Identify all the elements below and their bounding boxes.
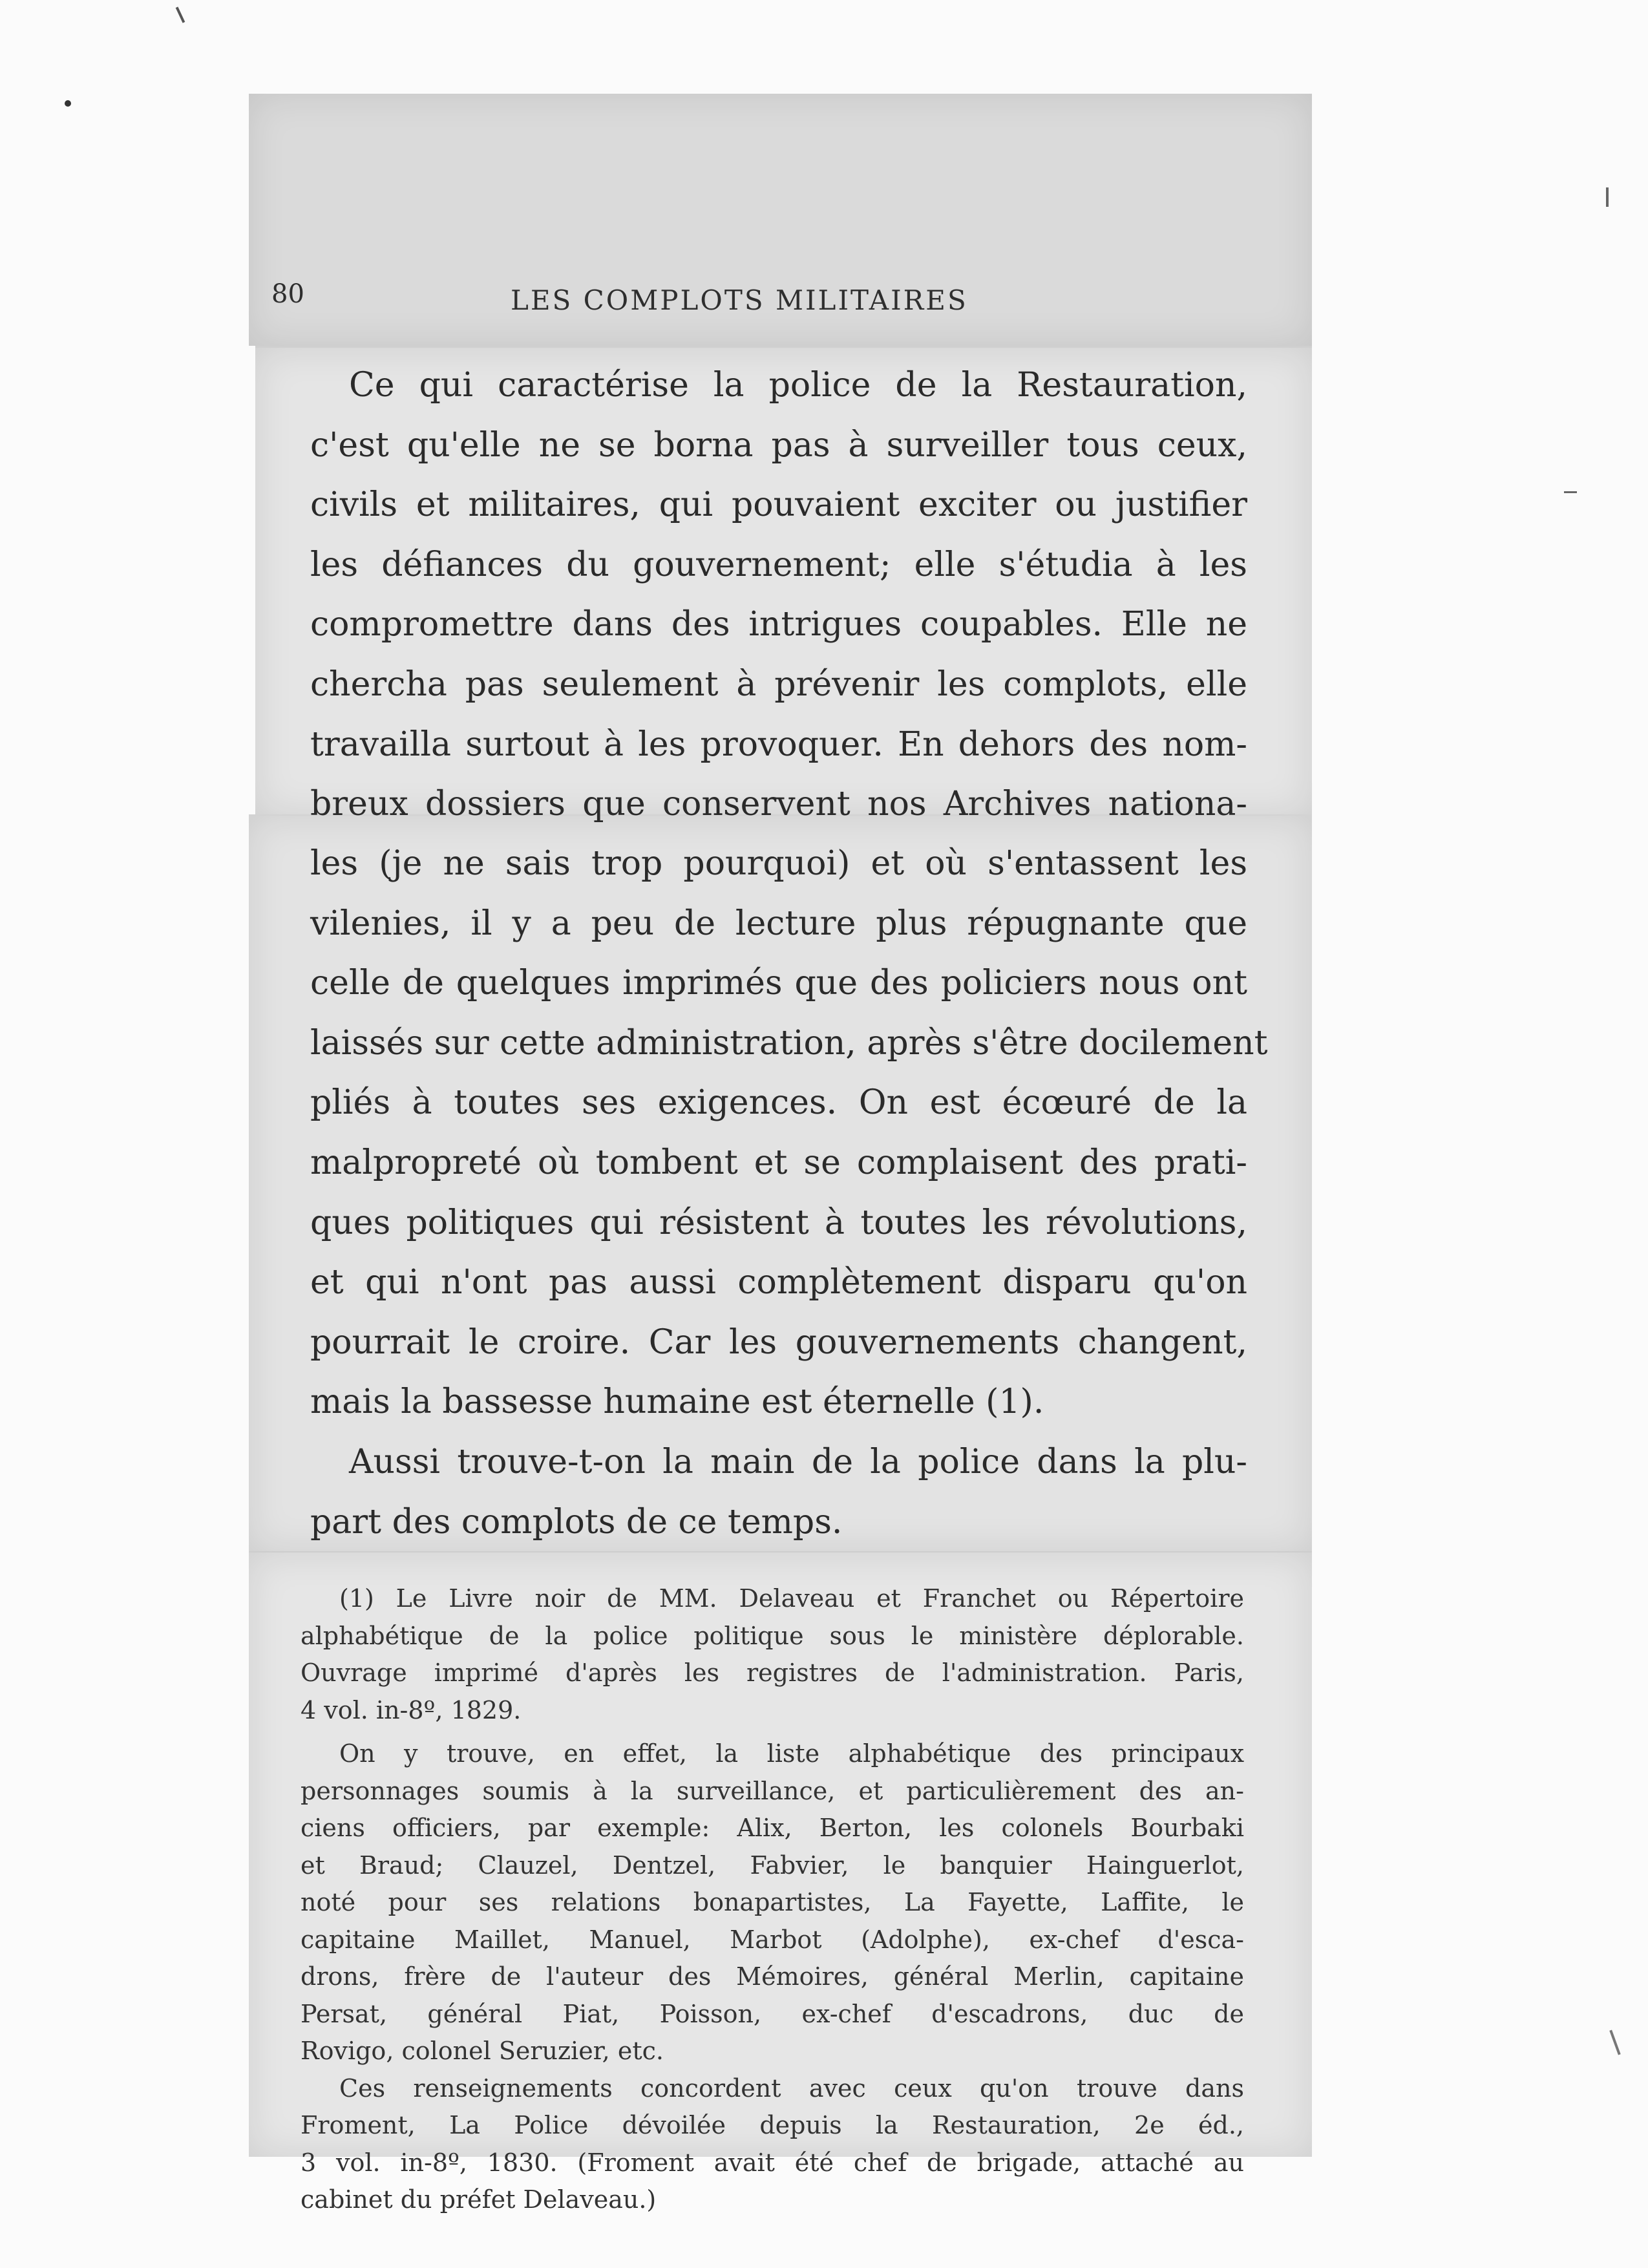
- text-line: pourrait le croire. Car les gouvernements changent,: [310, 1322, 1247, 1362]
- scan-speck: [176, 6, 185, 23]
- footnote-line: Ces renseignements concordent avec ceux qu'on trouve dans: [339, 2073, 1244, 2103]
- text-line: pliés à toutes ses exigences. On est écœuré de la: [310, 1083, 1247, 1123]
- text-line: chercha pas seulement à prévenir les complots, elle: [310, 664, 1247, 704]
- running-head: LES COMPLOTS MILITAIRES: [511, 284, 968, 316]
- footnote-line: (1) Le Livre noir de MM. Delaveau et Franchet ou Répertoire: [339, 1584, 1244, 1613]
- text-line: laissés sur cette administration, après s'être docilement: [310, 1023, 1268, 1063]
- footnote-line: drons, frère de l'auteur des Mémoires, général Merlin, capitaine: [301, 1962, 1244, 1991]
- footnote-line: cabinet du préfet Delaveau.): [301, 2185, 657, 2214]
- text-line: vilenies, il y a peu de lecture plus répugnante que: [310, 904, 1247, 943]
- footnote-line: noté pour ses relations bonapartistes, La Fayette, Laffite, le: [301, 1888, 1244, 1916]
- text-line: les défiances du gouvernement; elle s'étudia à les: [310, 545, 1247, 584]
- footnote-3: [301, 2070, 1244, 2219]
- footnote-line: Rovigo, colonel Seruzier, etc.: [301, 2037, 664, 2065]
- footnote-line: Ouvrage imprimé d'après les registres de l'administration. Paris,: [301, 1659, 1244, 1687]
- text-line: ques politiques qui résistent à toutes les révolutions,: [310, 1203, 1247, 1242]
- footnote-line: ciens officiers, par exemple: Alix, Berton, les colonels Bourbaki: [301, 1814, 1244, 1842]
- text-line: c'est qu'elle ne se borna pas à surveiller tous ceux,: [310, 425, 1247, 465]
- text-line: compromettre dans des intrigues coupables. Elle ne: [310, 605, 1247, 644]
- footnote-1: [301, 1580, 1244, 1729]
- page-number: 80: [271, 279, 304, 309]
- scan-speck: [1609, 2030, 1620, 2055]
- text-line: mais la bassesse humaine est éternelle (1).: [310, 1383, 1044, 1422]
- text-line: breux dossiers que conservent nos Archives nationa-: [310, 785, 1247, 824]
- footnote-line: personnages soumis à la surveillance, et particulièrement des an-: [301, 1776, 1244, 1805]
- footnote-line: alphabétique de la police politique sous le ministère déplorable.: [301, 1621, 1244, 1650]
- text-line: et qui n'ont pas aussi complètement disparu qu'on: [310, 1263, 1247, 1302]
- text-line: malpropreté où tombent et se complaisent des prati-: [310, 1143, 1247, 1182]
- text-line: celle de quelques imprimés que des policiers nous ont: [310, 964, 1247, 1003]
- text-line: civils et militaires, qui pouvaient exciter ou justifier: [310, 485, 1247, 525]
- text-line: Aussi trouve-t-on la main de la police dans la plu-: [349, 1442, 1247, 1481]
- footnote-line: 3 vol. in-8º, 1830. (Froment avait été chef de brigade, attaché au: [301, 2148, 1244, 2177]
- text-line: les (je ne sais trop pourquoi) et où s'entassent les: [310, 844, 1247, 883]
- footnotes: [301, 1580, 1244, 2219]
- footnote-line: On y trouve, en effet, la liste alphabétique des principaux: [339, 1739, 1244, 1768]
- footnote-line: Persat, général Piat, Poisson, ex-chef d'escadrons, duc de: [301, 1999, 1244, 2028]
- footnote-line: 4 vol. in-8º, 1829.: [301, 1695, 522, 1724]
- footnote-line: capitaine Maillet, Manuel, Marbot (Adolphe), ex-chef d'esca-: [301, 1925, 1244, 1954]
- text-line: part des complots de ce temps.: [310, 1502, 843, 1542]
- scan-speck: [65, 100, 71, 107]
- scan-speck: [1606, 187, 1609, 207]
- text-line: travailla surtout à les provoquer. En dehors des nom-: [310, 725, 1247, 764]
- footnote-2: [301, 1735, 1244, 2070]
- body-paragraph-block-2: [310, 834, 1268, 1552]
- text-line: Ce qui caractérise la police de la Restauration,: [349, 366, 1247, 405]
- footnote-line: Froment, La Police dévoilée depuis la Restauration, 2e éd.,: [301, 2111, 1244, 2139]
- scan-speck: [1564, 491, 1577, 493]
- footnote-line: et Braud; Clauzel, Dentzel, Fabvier, le banquier Hainguerlot,: [301, 1850, 1244, 1880]
- body-paragraph-block-1: [310, 355, 1247, 834]
